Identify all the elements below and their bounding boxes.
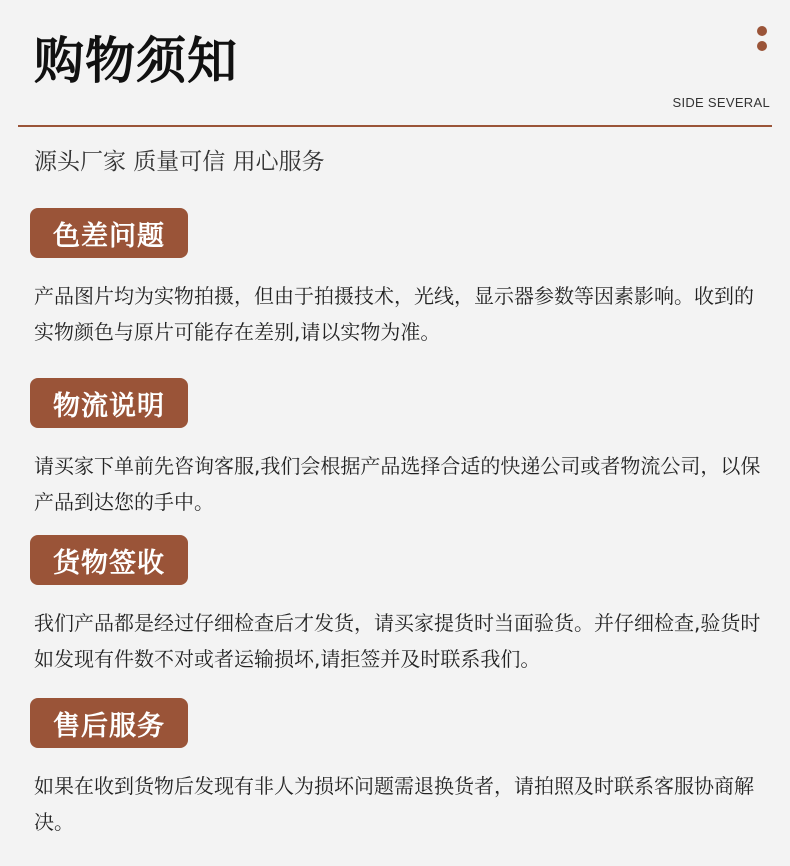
side-label: SIDE SEVERAL [672,95,770,110]
section-heading-logistics: 物流说明 [30,378,188,428]
section-body-color-difference: 产品图片均为实物拍摄，但由于拍摄技术，光线，显示器参数等因素影响。收到的实物颜色与原片可能存在差别,请以实物为准。 [34,284,754,344]
section-body-logistics: 请买家下单前先咨询客服,我们会根据产品选择合适的快递公司或者物流公司，以保产品到达您的手中。 [34,454,761,514]
section-heading-receipt: 货物签收 [30,535,188,585]
dot-icon [757,41,767,51]
section-body-receipt: 我们产品都是经过仔细检查后才发货，请买家提货时当面验货。并仔细检查,验货时如发现有件数不对或者运输损坏,请拒签并及时联系我们。 [34,611,761,671]
page-title: 购物须知 [34,32,238,90]
section-heading-after-sales: 售后服务 [30,698,188,748]
section-body-after-sales: 如果在收到货物后发现有非人为损坏问题需退换货者，请拍照及时联系客服协商解决。 [34,774,754,834]
decorative-dots [757,26,767,56]
dot-icon [757,26,767,36]
subtitle: 源头厂家 质量可信 用心服务 [34,149,325,175]
section-heading-color-difference: 色差问题 [30,208,188,258]
divider [18,125,772,127]
